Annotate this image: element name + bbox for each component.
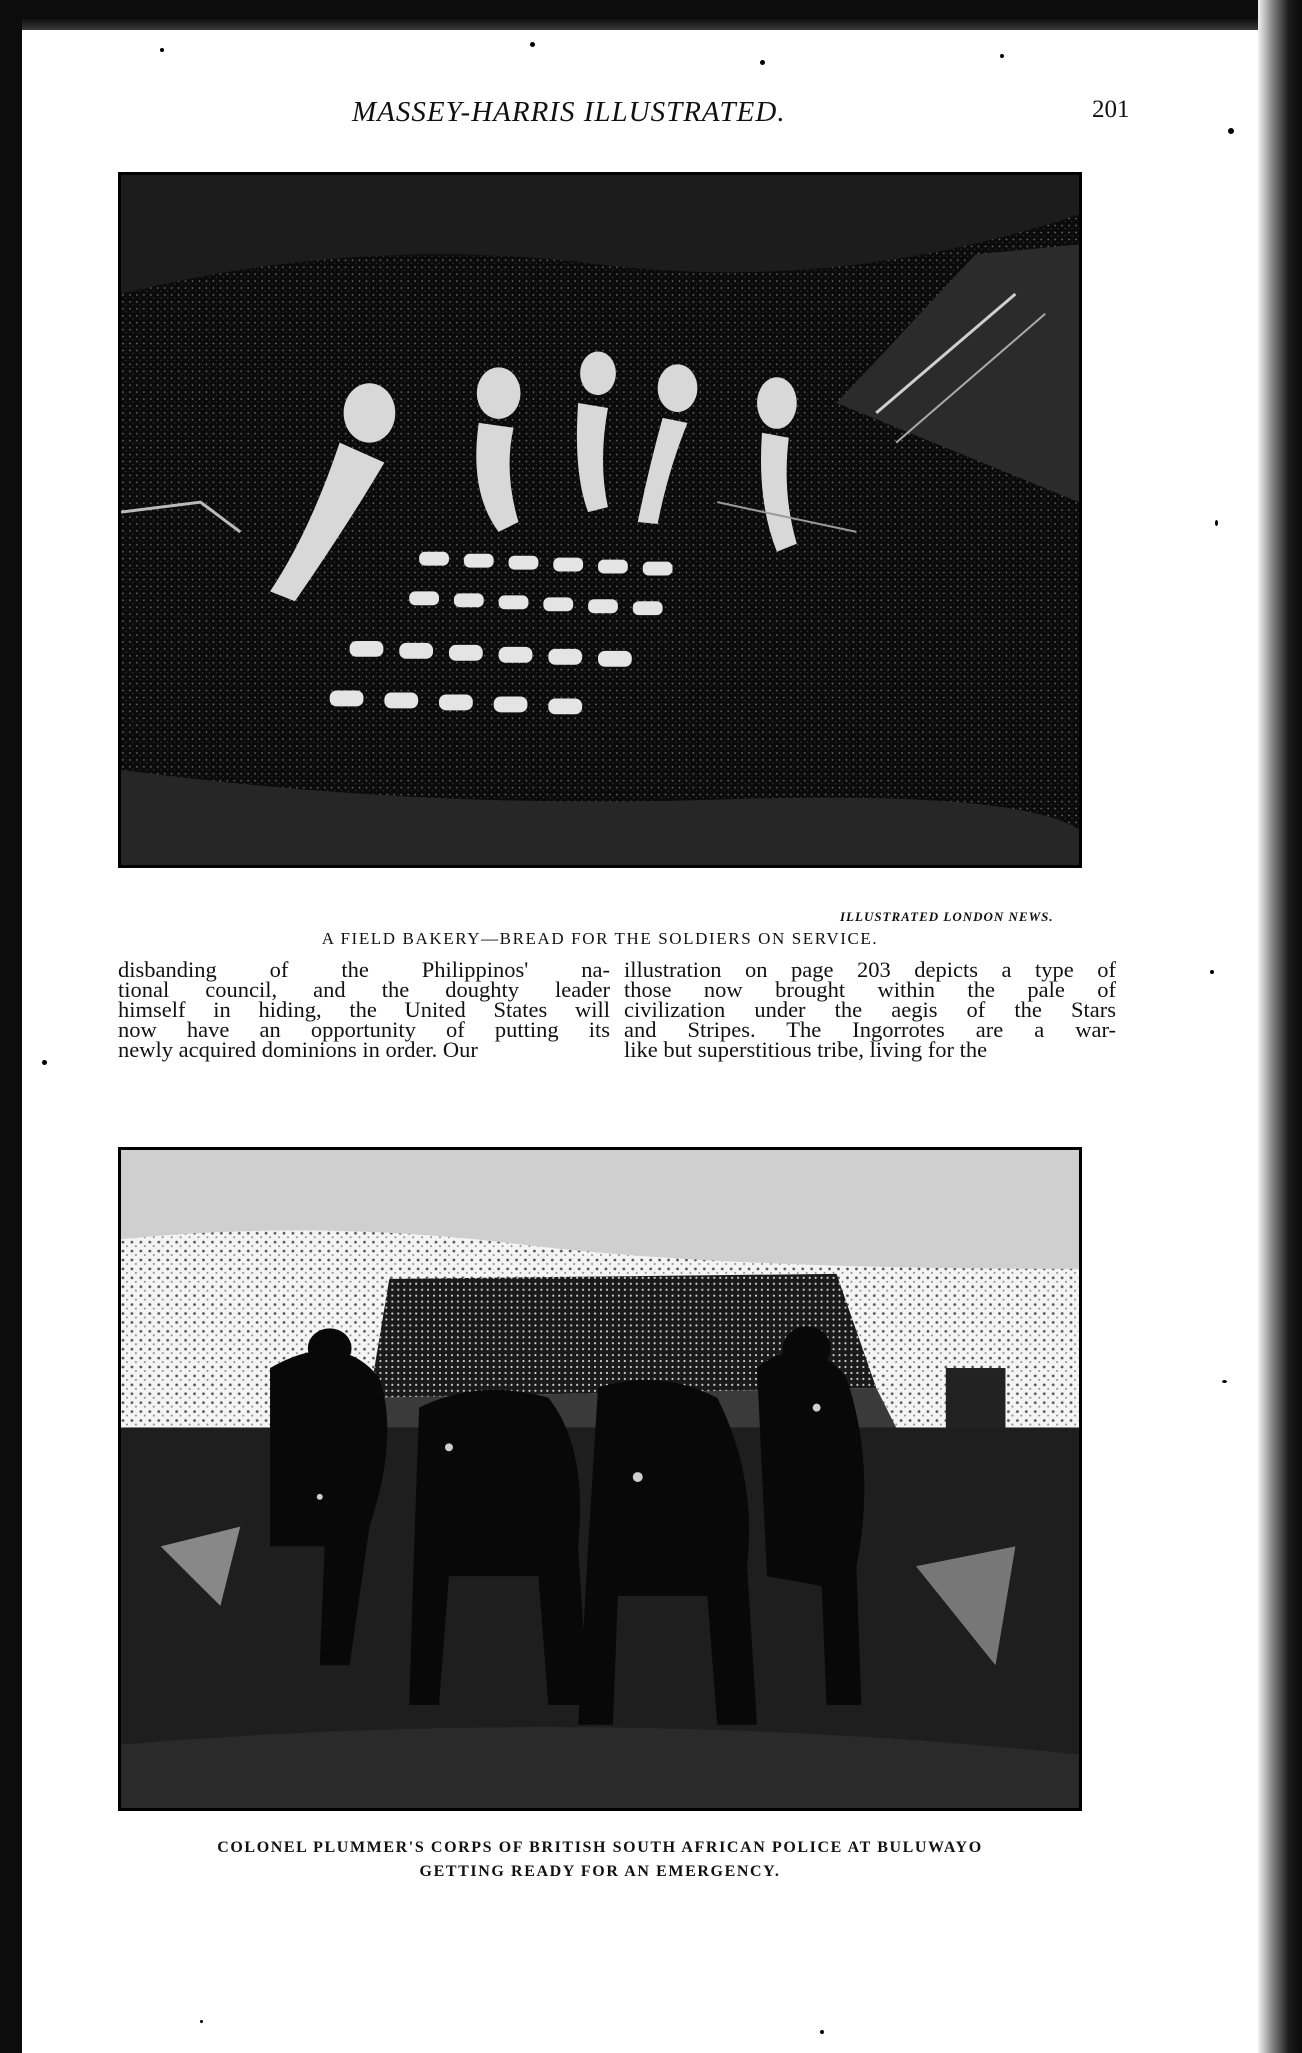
field-bakery-image: [121, 175, 1079, 865]
figure-1-caption: A FIELD BAKERY—BREAD FOR THE SOLDIERS ON SERVICE.: [321, 929, 879, 948]
south-african-police-image: [121, 1150, 1079, 1808]
text-line: illustration on page 203 depicts a type of: [624, 957, 1116, 982]
text-line: himself in hiding, the United States will: [118, 997, 610, 1022]
text-line: those now brought within the pale of: [624, 977, 1116, 1002]
body-text-right-column: [624, 957, 1116, 1062]
body-text-left-column: [118, 957, 610, 1062]
text-line: tional council, and the doughty leader: [118, 977, 610, 1002]
text-line: and Stripes. The Ingorrotes are a war-: [624, 1017, 1116, 1042]
scan-right-edge: [1258, 0, 1302, 2053]
text-line: newly acquired dominions in order. Our: [118, 1037, 478, 1062]
figure-2-caption-line: GETTING READY FOR AN EMERGENCY.: [419, 1863, 781, 1880]
south-african-police-photo: [118, 1147, 1082, 1811]
figure-2-caption-line: COLONEL PLUMMER'S CORPS OF BRITISH SOUTH AFRICAN POLICE AT BULUWAYO: [217, 1839, 983, 1856]
text-line: civilization under the aegis of the Stars: [624, 997, 1116, 1022]
scan-left-edge: [0, 0, 22, 2053]
page-number: 201: [1092, 96, 1130, 123]
text-line: like but superstitious tribe, living for the: [624, 1037, 988, 1062]
scan-top-edge: [0, 0, 1302, 30]
photo-credit: ILLUSTRATED LONDON NEWS.: [840, 909, 1054, 924]
figure-2-caption: [118, 1836, 1082, 1884]
field-bakery-photo: [118, 172, 1082, 868]
text-line: disbanding of the Philippinos' na-: [118, 957, 610, 982]
text-line: now have an opportunity of putting its: [118, 1017, 610, 1042]
running-title: MASSEY-HARRIS ILLUSTRATED.: [352, 96, 786, 128]
